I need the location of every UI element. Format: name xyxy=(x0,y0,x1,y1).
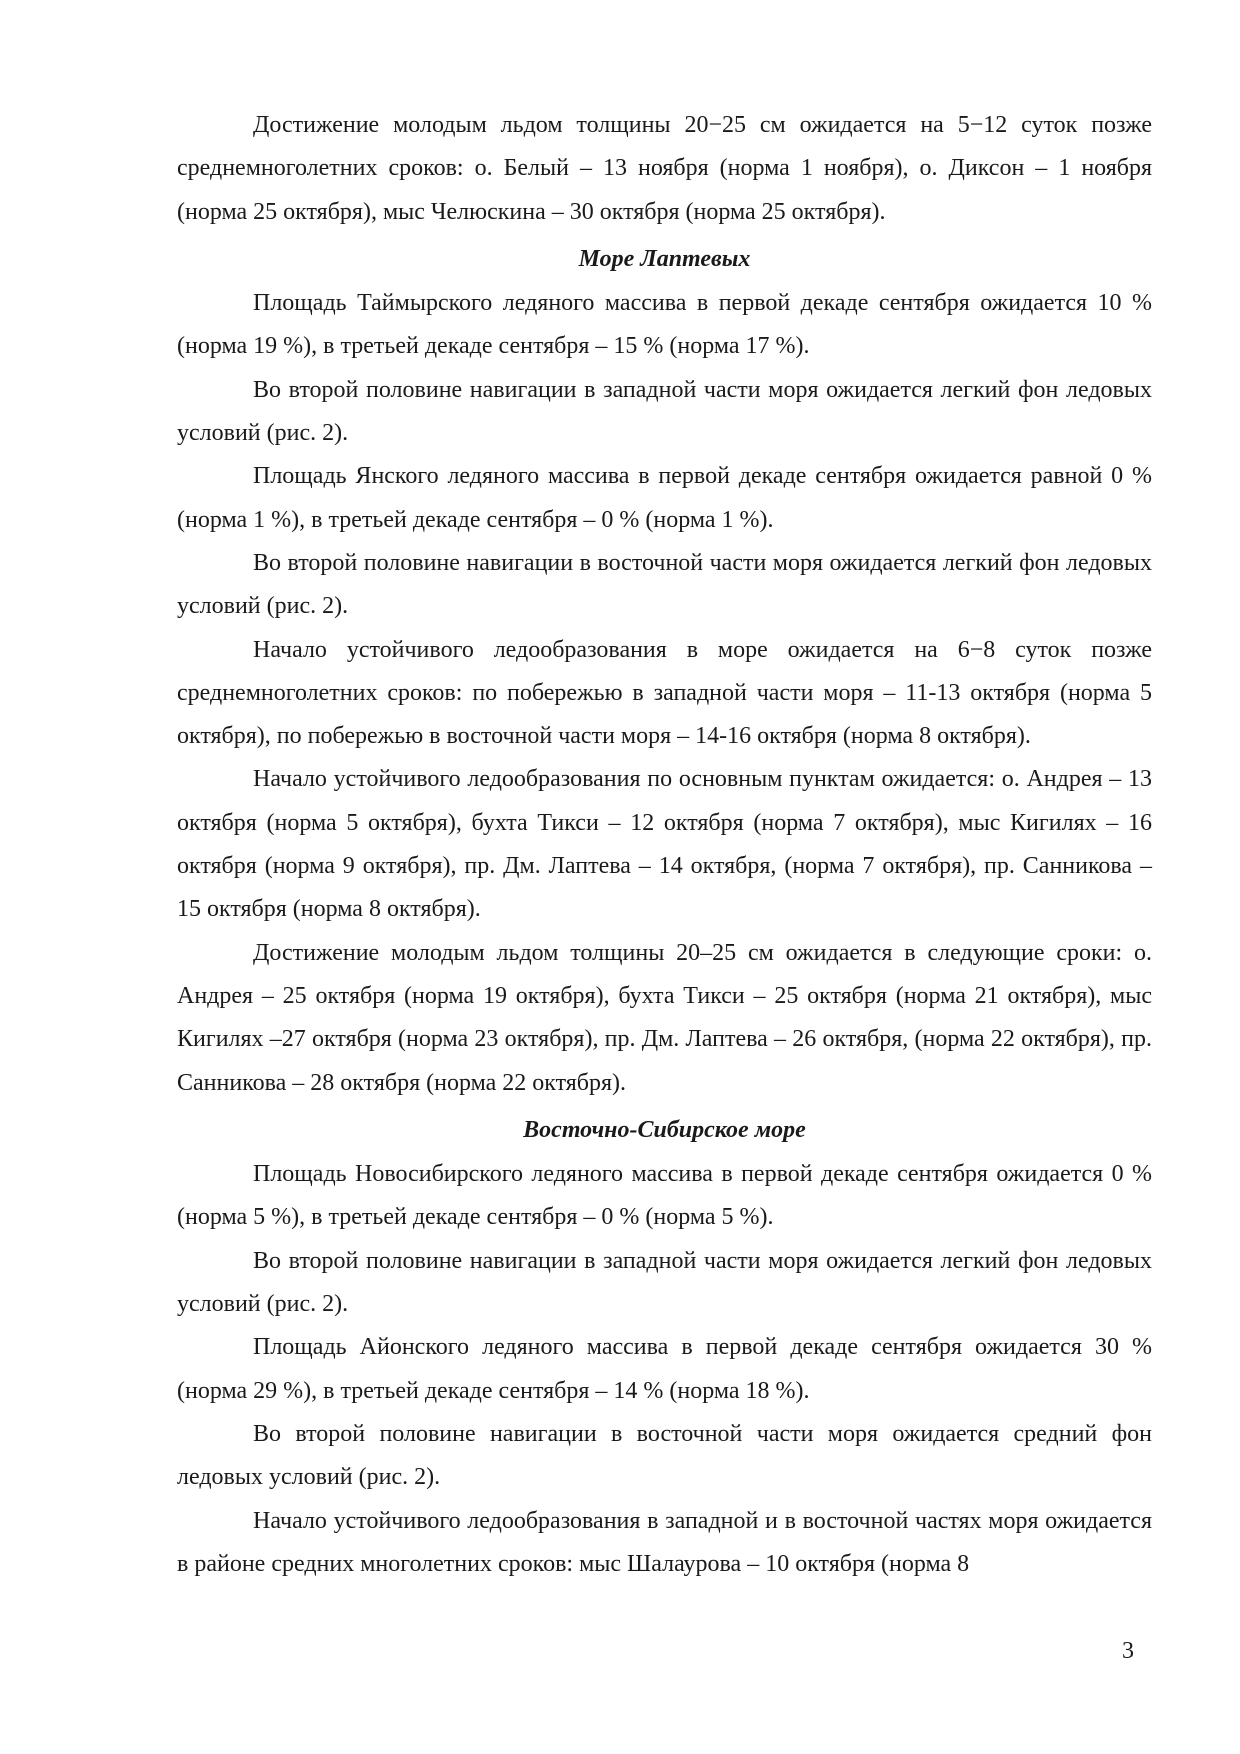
document-page xyxy=(177,104,1152,1586)
paragraph-es-west-conditions: Во второй половине навигации в западной части моря ожидается легкий фон ледовых условий (рис. 2). xyxy=(177,1247,1152,1318)
paragraph-laptev-freeze-points: Начало устойчивого ледообразования по основным пунктам ожидается: о. Андрея – 13 октября (норма 5 октября), бухта Тикси – 12 октября (норма 7 октября), мыс Кигилях – 16 октября (норма 9 октября), пр. Дм. Лаптева – 14 октября, (норма 7 октября), пр. Санникова – 15 октября (норма 8 октября). xyxy=(177,766,1152,923)
paragraph-kara-young-ice: Достижение молодым льдом толщины 20−25 см ожидается на 5−12 суток позже среднемноголетних сроков: о. Белый – 13 ноября (норма 1 ноября), о. Диксон – 1 ноября (норма 25 октября), мыс Челюскина – 30 октября (норма 25 октября). xyxy=(177,112,1152,225)
paragraph-es-east-conditions: Во второй половине навигации в восточной части моря ожидается средний фон ледовых условий (рис. 2). xyxy=(177,1420,1152,1491)
paragraph-taymyr-massif: Площадь Таймырского ледяного массива в первой декаде сентября ожидается 10 % (норма 19 %), в третьей декаде сентября – 15 % (норма 17 %). xyxy=(177,290,1152,360)
section-heading-laptev-sea: Море Лаптевых xyxy=(578,245,751,272)
paragraph-es-freeze-onset: Начало устойчивого ледообразования в западной и в восточной частях моря ожидается в районе средних многолетних сроков: мыс Шалаурова – 10 октября (норма 8 xyxy=(177,1507,1152,1577)
paragraph-ayon-massif: Площадь Айонского ледяного массива в первой декаде сентября ожидается 30 % (норма 29 %), в третьей декаде сентября – 14 % (норма 18 %). xyxy=(177,1334,1152,1404)
paragraph-yana-massif: Площадь Янского ледяного массива в первой декаде сентября ожидается равной 0 % (норма 1 %), в третьей декаде сентября – 0 % (норма 1 %). xyxy=(177,463,1152,533)
paragraph-novosibirsk-massif: Площадь Новосибирского ледяного массива в первой декаде сентября ожидается 0 % (норма 5 %), в третьей декаде сентября – 0 % (норма 5 %). xyxy=(177,1161,1152,1231)
section-heading-east-siberian-sea: Восточно-Сибирское море xyxy=(523,1116,806,1143)
paragraph-laptev-freeze-onset: Начало устойчивого ледообразования в море ожидается на 6−8 суток позже среднемноголетних сроков: по побережью в западной части моря – 11-13 октября (норма 5 октября), по побережью в восточной части моря – 14-16 октября (норма 8 октября). xyxy=(177,636,1152,750)
paragraph-laptev-young-ice: Достижение молодым льдом толщины 20–25 см ожидается в следующие сроки: о. Андрея – 25 октября (норма 19 октября), бухта Тикси – 25 октября (норма 21 октября), мыс Кигилях –27 октября (норма 23 октября), пр. Дм. Лаптева – 26 октября, (норма 22 октября), пр. Санникова – 28 октября (норма 22 октября). xyxy=(177,939,1152,1096)
page-number: 3 xyxy=(1122,1638,1134,1664)
paragraph-laptev-east-conditions: Во второй половине навигации в восточной части моря ожидается легкий фон ледовых условий (рис. 2). xyxy=(177,549,1152,620)
paragraph-laptev-west-conditions: Во второй половине навигации в западной части моря ожидается легкий фон ледовых условий (рис. 2). xyxy=(177,376,1152,447)
